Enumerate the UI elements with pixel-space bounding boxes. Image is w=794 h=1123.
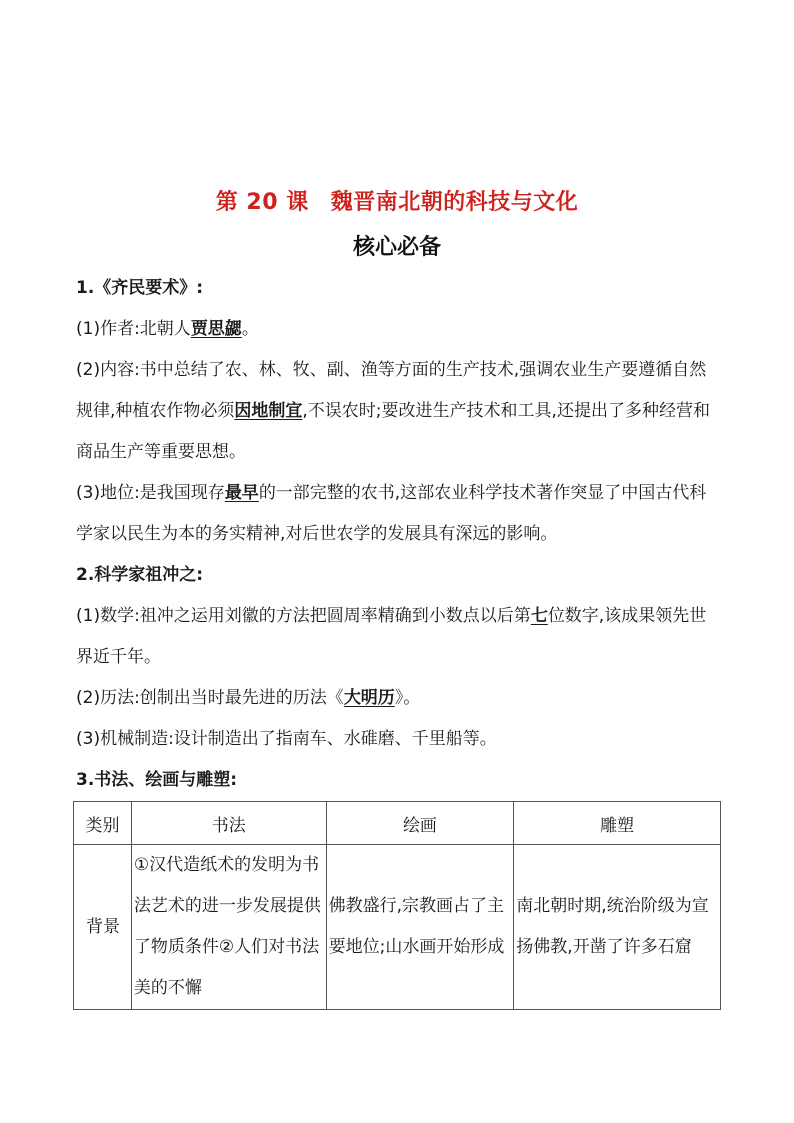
cell-calligraphy: ①汉代造纸术的发明为书法艺术的进一步发展提供了物质条件②人们对书法美的不懈	[131, 845, 326, 1010]
s2-calendar-paragraph	[76, 678, 720, 719]
text: 位数字,该成果领先世界近千年。	[76, 606, 707, 667]
text: (3)地位:是我国现存	[76, 483, 225, 503]
lesson-title	[0, 185, 794, 216]
s1-status-paragraph	[76, 473, 720, 555]
key-term: 七	[530, 606, 548, 626]
section-1-heading: 1.《齐民要术》:	[76, 278, 204, 298]
header-sculpture: 雕塑	[514, 802, 721, 845]
table-row	[74, 845, 721, 1010]
header-calligraphy: 书法	[131, 802, 326, 845]
text: 的一部完整的农书,这部农业科学技术著作突显了中国古代科学家以民生为本的务实精神,对后世农学的发展具有深远的影响。	[76, 483, 707, 544]
key-term: 大明历	[343, 688, 395, 708]
s2-math-paragraph	[76, 596, 720, 678]
section-3-heading: 3.书法、绘画与雕塑:	[76, 770, 238, 790]
header-category: 类别	[74, 802, 132, 845]
text: 。	[241, 319, 259, 339]
s1-content-paragraph	[76, 350, 720, 473]
key-term: 因地制宜	[234, 401, 303, 421]
cell-category: 背景	[74, 845, 132, 1010]
text: ,不误农时;要改进生产技术和工具,还提出了多种经营和商品生产等重要思想。	[76, 401, 710, 462]
key-term: 最早	[224, 483, 259, 503]
text: (1)作者:北朝人	[76, 319, 191, 339]
header-painting: 绘画	[326, 802, 514, 845]
art-table	[73, 801, 721, 1010]
content-body	[76, 268, 720, 801]
lesson-topic: 魏晋南北朝的科技与文化	[330, 190, 579, 215]
lesson-number: 第 20 课	[215, 190, 309, 215]
section-subtitle: 核心必备	[352, 235, 441, 260]
text: (2)内容:书中总结了农、林、牧、副、渔等方面的生产技术,强调农业生产要遵循自然规律,种植农作物必须	[76, 360, 707, 421]
text: 》。	[394, 688, 421, 708]
cell-sculpture: 南北朝时期,统治阶级为宣扬佛教,开凿了许多石窟	[514, 845, 721, 1010]
text: (2)历法:创制出当时最先进的历法《	[76, 688, 344, 708]
s1-author-paragraph	[76, 309, 720, 350]
text: (1)数学:祖冲之运用刘徽的方法把圆周率精确到小数点以后第	[76, 606, 531, 626]
table-header-row	[74, 802, 721, 845]
key-term: 贾思勰	[190, 319, 242, 339]
s2-machinery-paragraph: (3)机械制造:设计制造出了指南车、水碓磨、千里船等。	[76, 729, 497, 749]
section-2-heading: 2.科学家祖冲之:	[76, 565, 204, 585]
cell-painting: 佛教盛行,宗教画占了主要地位;山水画开始形成	[326, 845, 514, 1010]
